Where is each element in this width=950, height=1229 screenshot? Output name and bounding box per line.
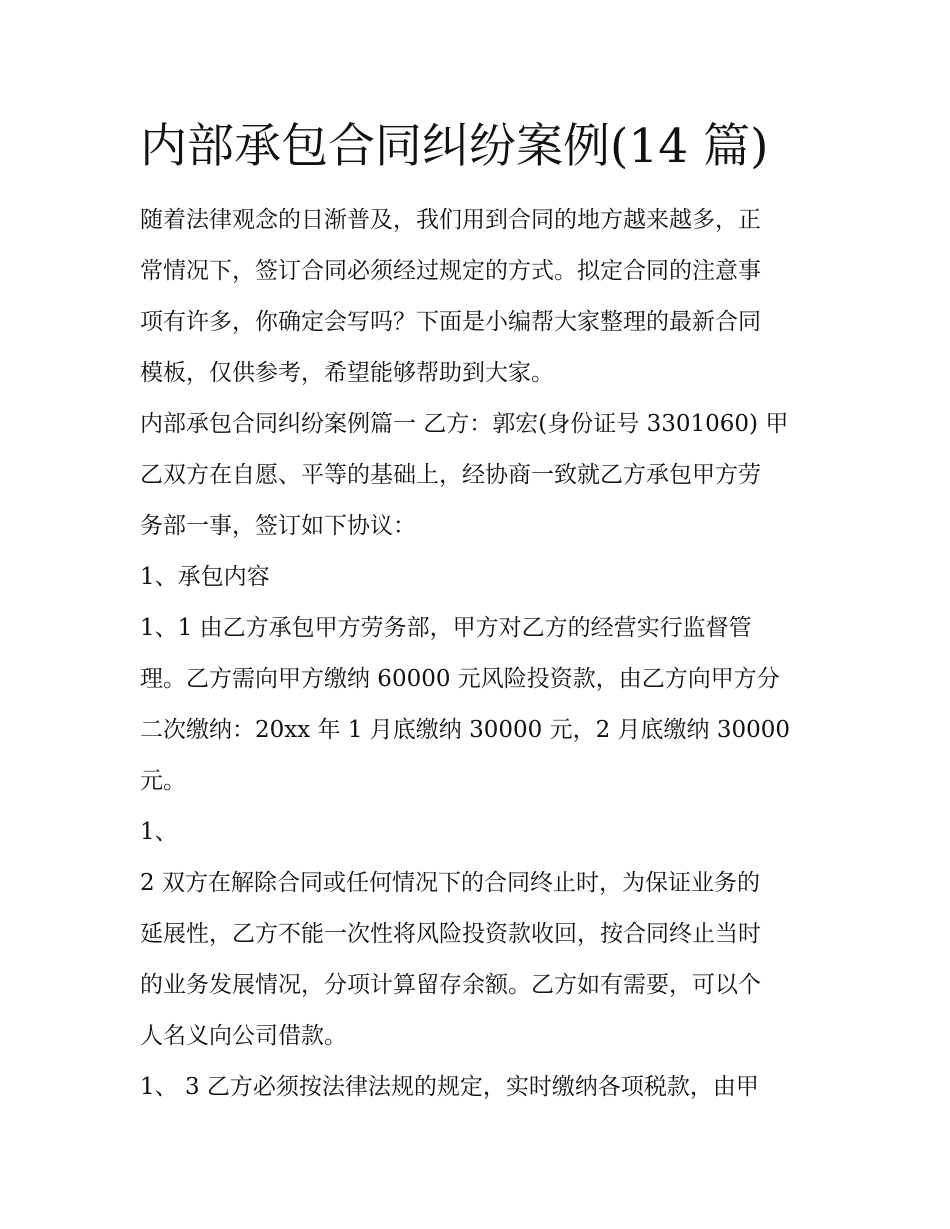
body-line: 元。: [140, 768, 186, 794]
document-title: 内部承包合同纠纷案例(14 篇): [140, 119, 769, 174]
body-line: 延展性，乙方不能一次性将风险投资款收回，按合同终止当时: [140, 921, 761, 947]
body-line: 1、1 由乙方承包甲方劳务部，甲方对乙方的经营实行监督管: [140, 615, 752, 641]
body-line: 乙双方在自愿、平等的基础上，经协商一致就乙方承包甲方劳: [140, 462, 761, 488]
body-line: 务部一事，签订如下协议：: [140, 513, 416, 539]
body-line: 2 双方在解除合同或任何情况下的合同终止时，为保证业务的: [140, 870, 760, 896]
body-line: 的业务发展情况，分项计算留存余额。乙方如有需要，可以个: [140, 972, 761, 998]
body-line: 1、承包内容: [140, 564, 270, 590]
body-line: 二次缴纳：20xx 年 1 月底缴纳 30000 元，2 月底缴纳 30000: [140, 717, 790, 743]
body-line: 常情况下，签订合同必须经过规定的方式。拟定合同的注意事: [140, 258, 761, 284]
body-line: 项有许多，你确定会写吗？下面是小编帮大家整理的最新合同: [140, 309, 761, 335]
body-line: 理。乙方需向甲方缴纳 60000 元风险投资款，由乙方向甲方分: [140, 666, 780, 692]
body-line: 内部承包合同纠纷案例篇一 乙方：郭宏(身份证号 3301060) 甲: [140, 411, 789, 437]
body-line: 1、 3 乙方必须按法律法规的规定，实时缴纳各项税款，由甲: [140, 1074, 759, 1100]
body-line: 随着法律观念的日渐普及，我们用到合同的地方越来越多，正: [140, 207, 761, 233]
body-line: 人名义向公司借款。: [140, 1023, 347, 1049]
body-line: 模板，仅供参考，希望能够帮助到大家。: [140, 360, 554, 386]
body-line: 1、: [140, 819, 178, 845]
